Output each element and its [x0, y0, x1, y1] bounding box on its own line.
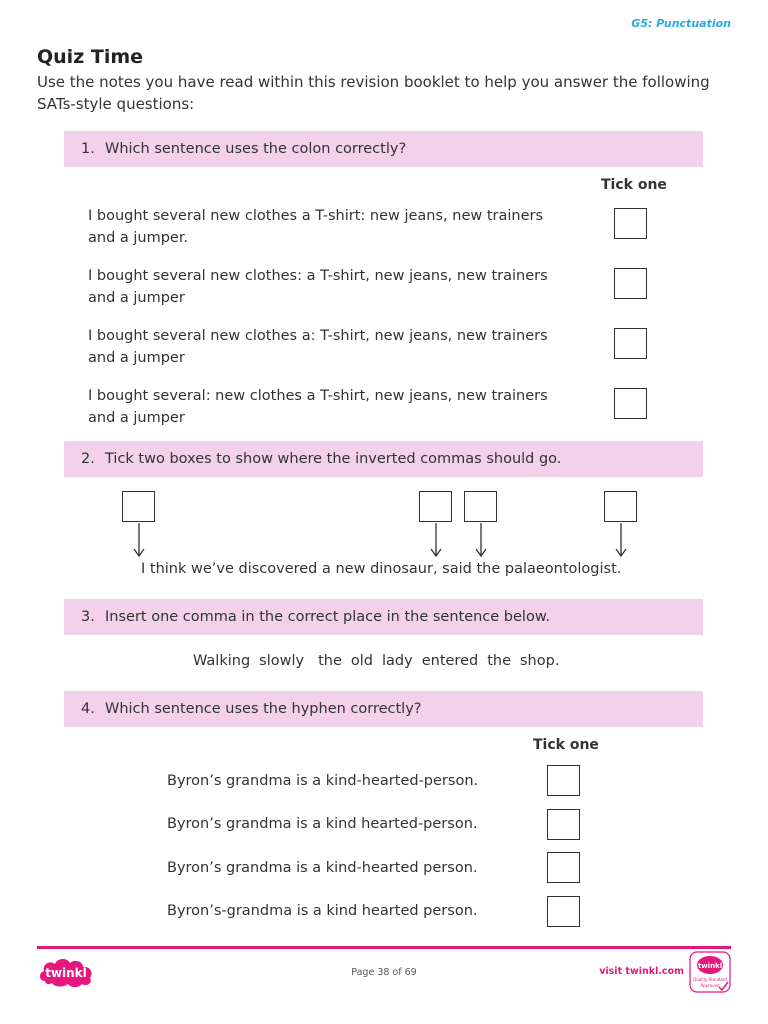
badge-line-2: Approved	[700, 983, 720, 988]
q3-word: the	[318, 653, 342, 669]
question-number: 3.	[81, 609, 95, 625]
q3-word: Walking	[193, 653, 251, 669]
question-3-bar	[64, 599, 703, 635]
badge-line-1: Quality Standard	[693, 977, 727, 982]
question-text: Which sentence uses the colon correctly?	[105, 141, 407, 157]
q3-sentence	[193, 653, 559, 669]
q4-tick-box-2[interactable]	[547, 809, 580, 840]
logo-text: twinkl	[45, 966, 87, 980]
q4-tick-box-4[interactable]	[547, 896, 580, 927]
q4-option-3: Byron’s grandma is a kind-hearted person.	[167, 860, 478, 876]
tick-one-label: Tick one	[601, 177, 667, 193]
question-text: Insert one comma in the correct place in the sentence below.	[105, 609, 550, 625]
question-number: 2.	[81, 451, 95, 467]
intro-text: Use the notes you have read within this revision booklet to help you answer the following SATs-style questions:	[37, 73, 710, 113]
question-number: 1.	[81, 141, 95, 157]
q4-option-4: Byron’s-grandma is a kind hearted person.	[167, 903, 478, 919]
q1-option-3: I bought several new clothes a: T-shirt, new jeans, new trainers and a jumper	[88, 328, 548, 366]
q1-option-4: I bought several: new clothes a T-shirt, new jeans, new trainers and a jumper	[88, 388, 548, 426]
q2-arrows	[0, 520, 768, 560]
q2-sentence: I think we’ve discovered a new dinosaur, said the palaeontologist.	[141, 561, 622, 577]
q4-option-2: Byron’s grandma is a kind hearted-person.	[167, 816, 478, 832]
quality-standard-badge	[689, 951, 731, 993]
q3-word: entered	[421, 653, 479, 669]
q3-word: shop.	[520, 653, 560, 669]
question-4-bar	[64, 691, 703, 727]
q3-word: old	[350, 653, 373, 669]
q4-tick-box-3[interactable]	[547, 852, 580, 883]
question-number: 4.	[81, 701, 95, 717]
q2-tick-box-1[interactable]	[122, 491, 155, 522]
question-2-bar	[64, 441, 703, 477]
question-text: Tick two boxes to show where the inverted commas should go.	[105, 451, 562, 467]
q1-tick-box-3[interactable]	[614, 328, 647, 359]
question-1-bar	[64, 131, 703, 167]
q2-tick-box-2[interactable]	[419, 491, 452, 522]
footer-divider	[37, 946, 731, 949]
q2-tick-box-4[interactable]	[604, 491, 637, 522]
q1-option-2: I bought several new clothes: a T-shirt, new jeans, new trainers and a jumper	[88, 268, 548, 306]
q3-word: slowly	[259, 653, 305, 669]
q1-tick-box-4[interactable]	[614, 388, 647, 419]
q1-tick-box-1[interactable]	[614, 208, 647, 239]
q1-option-1: I bought several new clothes a T-shirt: new jeans, new trainers and a jumper.	[88, 208, 544, 246]
q1-tick-box-2[interactable]	[614, 268, 647, 299]
q3-word: the	[487, 653, 511, 669]
q3-word: lady	[382, 653, 413, 669]
page-title: Quiz Time	[37, 46, 144, 68]
badge-logo-text: twinkl	[697, 962, 723, 970]
question-text: Which sentence uses the hyphen correctly?	[105, 701, 422, 717]
q2-tick-box-3[interactable]	[464, 491, 497, 522]
page-number: Page 38 of 69	[351, 967, 417, 978]
tick-one-label: Tick one	[533, 737, 599, 753]
q4-option-1: Byron’s grandma is a kind-hearted-person.	[167, 773, 479, 789]
booklet-section-tag: G5: Punctuation	[631, 17, 731, 30]
visit-link[interactable]: visit twinkl.com	[599, 966, 684, 977]
q4-tick-box-1[interactable]	[547, 765, 580, 796]
